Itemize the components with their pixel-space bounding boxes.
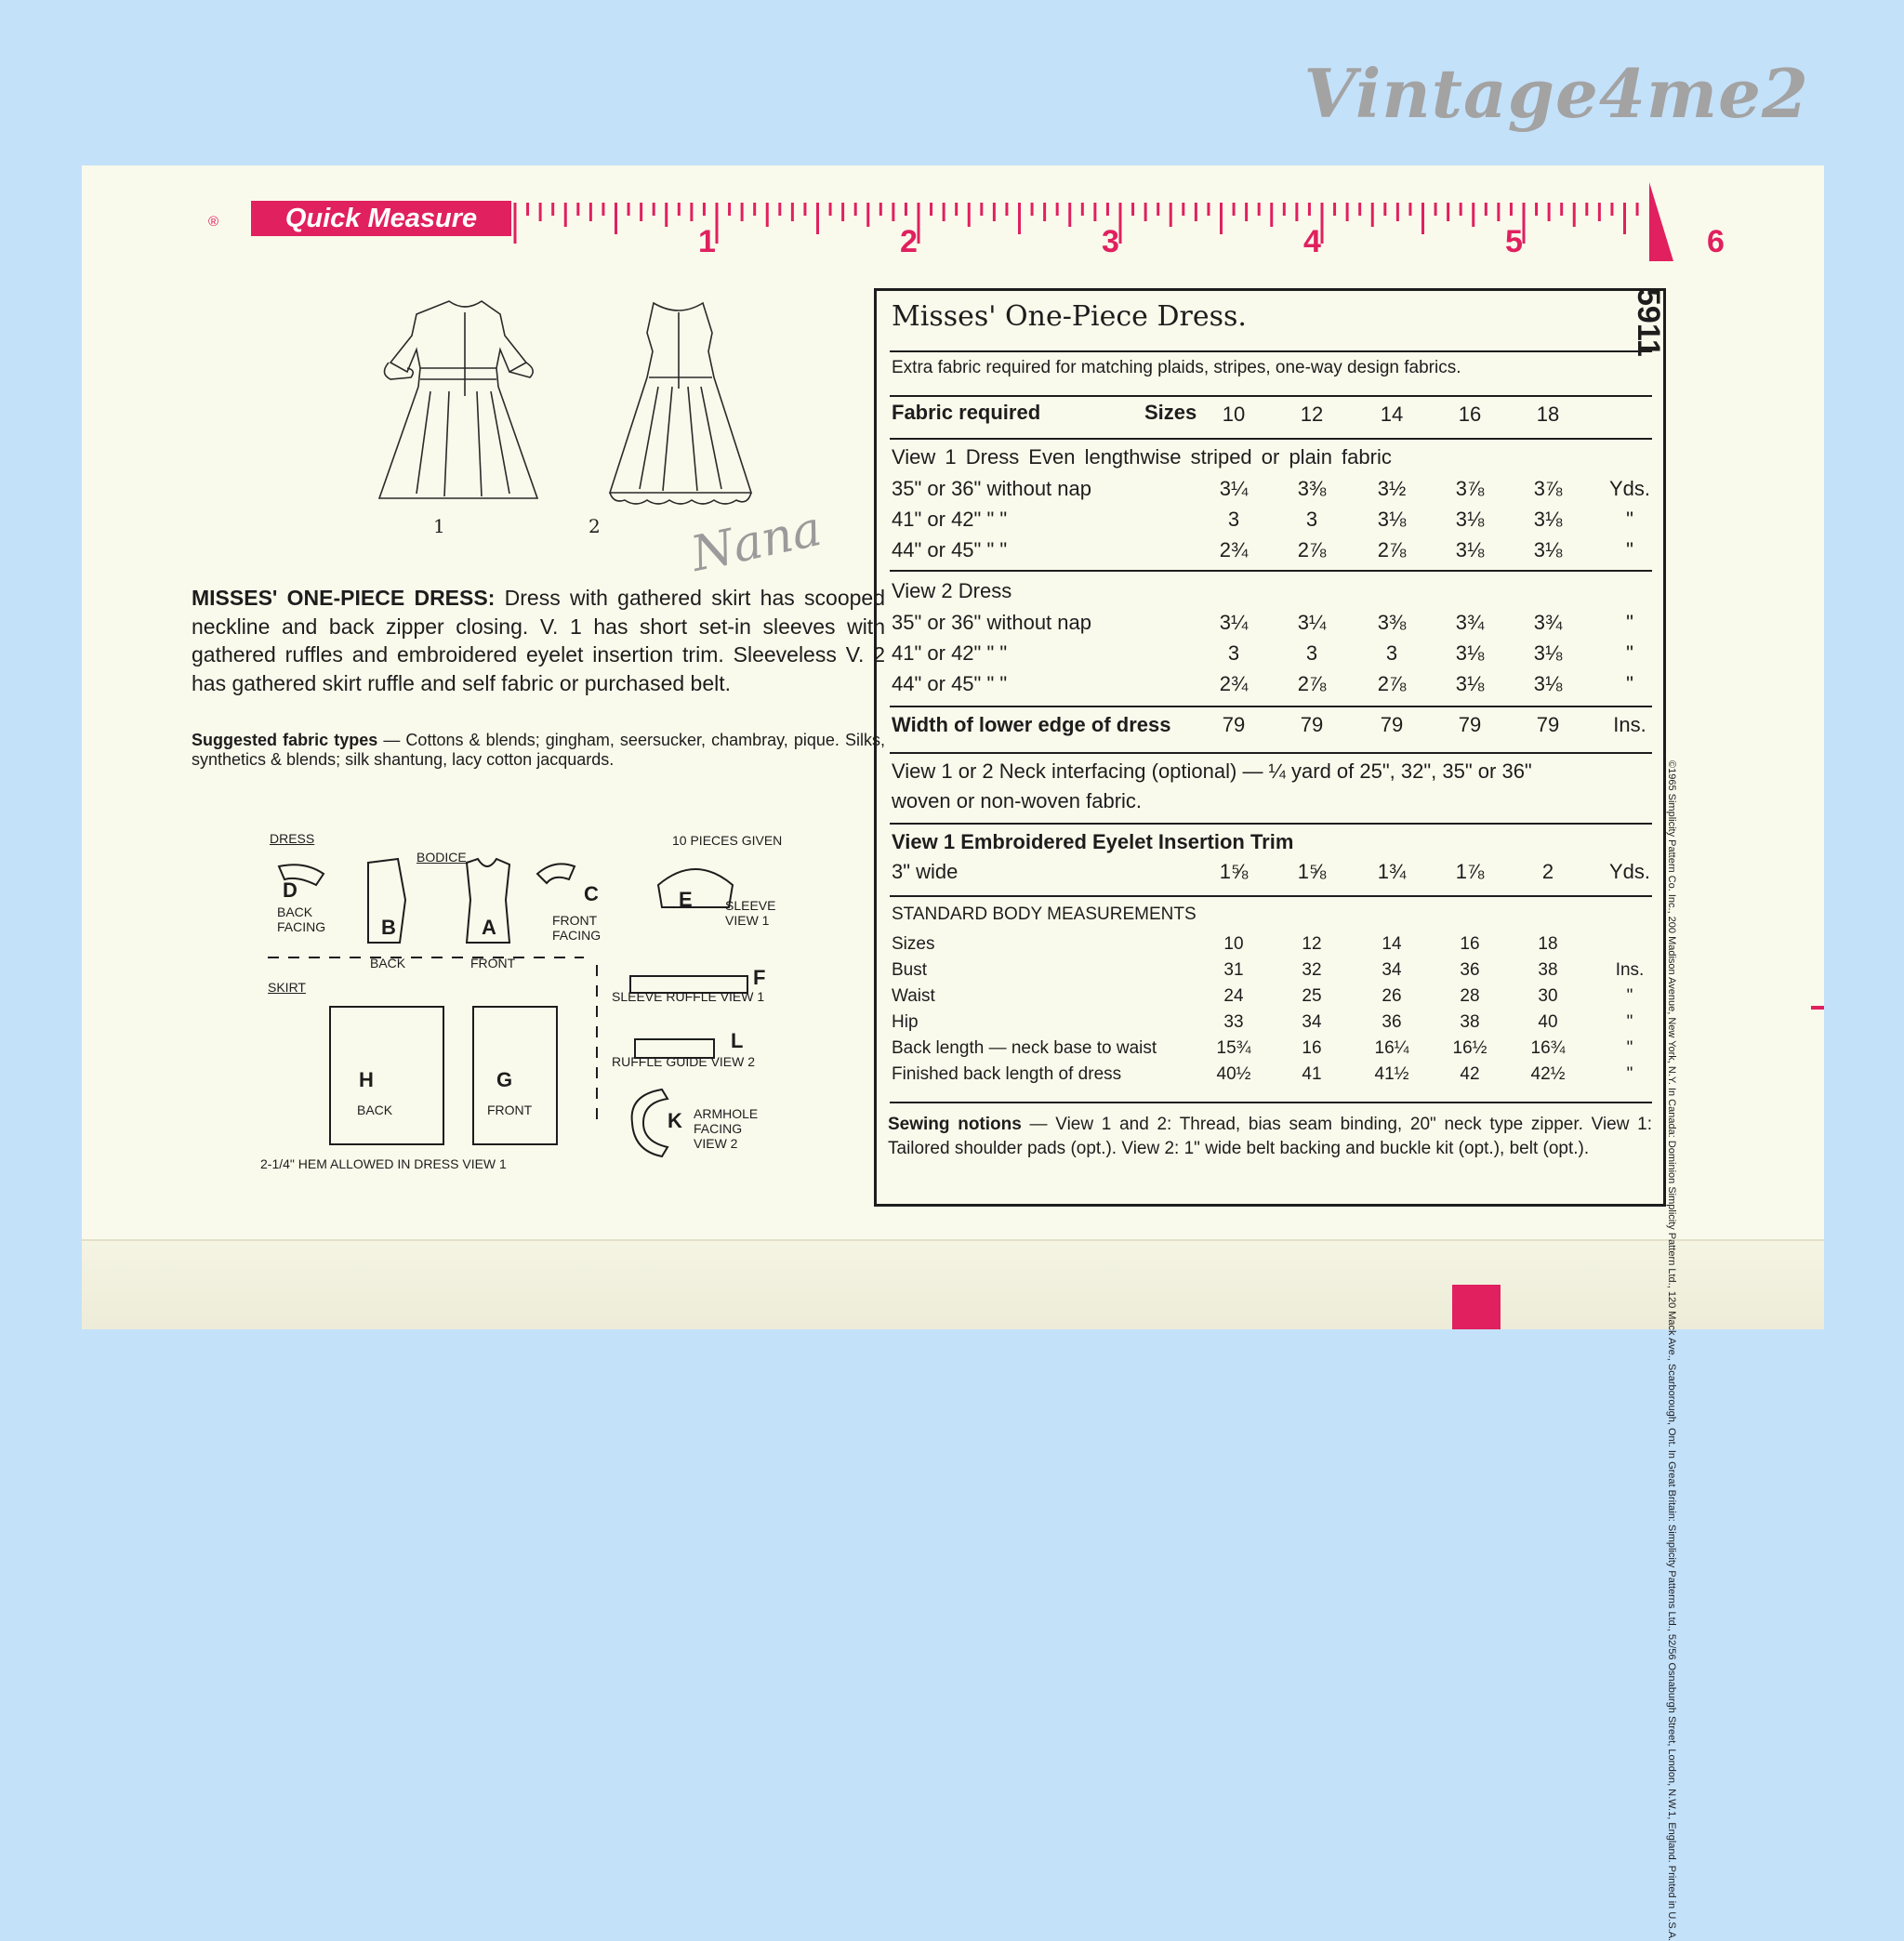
piece-b-letter: B: [381, 916, 396, 939]
piece-c-label: FRONT FACING: [552, 913, 602, 943]
description-heading: MISSES' ONE-PIECE DRESS:: [192, 586, 496, 610]
measurement-row-value: 40: [1538, 1012, 1558, 1032]
measurement-row-label: Sizes: [892, 934, 935, 954]
skirt-label: SKIRT: [268, 980, 306, 995]
piece-d-label: BACK FACING: [277, 904, 326, 934]
rule: [890, 706, 1652, 707]
view1-row-value: 2¾: [1219, 538, 1249, 561]
piece-e-letter: E: [679, 888, 693, 911]
view2-row-unit: ": [1626, 641, 1633, 665]
bodice-label: BODICE: [416, 850, 467, 865]
piece-d-letter: D: [283, 878, 298, 902]
measurement-row-value: 34: [1382, 960, 1402, 980]
size-value: 18: [1536, 403, 1560, 426]
view1-row-unit: ": [1626, 538, 1633, 561]
piece-h: [329, 1006, 444, 1145]
fabric-required-label: Fabric required: [892, 401, 1041, 424]
measurement-row-label: Hip: [892, 1012, 919, 1032]
neck-interfacing-line2: woven or non-woven fabric.: [892, 789, 1143, 812]
ruler-number: 5: [1505, 224, 1523, 259]
sewing-notions-heading: Sewing notions: [888, 1115, 1022, 1134]
rule: [890, 570, 1652, 572]
envelope-flap: [82, 1239, 1824, 1329]
side-mark: [1811, 1006, 1824, 1010]
sewing-notions-text: — View 1 and 2: Thread, bias seam binding, 20" neck type zipper. View 1: Tailored shoulder pads (opt.). View 2: 1" wide belt backing and buckle kit (opt.), belt (opt.).: [888, 1115, 1653, 1158]
width-value: 79: [1458, 713, 1482, 736]
trim-heading: View 1 Embroidered Eyelet Insertion Trim: [892, 830, 1294, 853]
pattern-envelope: [82, 165, 1824, 1941]
view1-row-value: 3⅞: [1533, 477, 1563, 500]
view2-row-label: 41" or 42" " ": [892, 641, 1008, 665]
measurement-row-value: 30: [1538, 986, 1558, 1006]
measurement-row-value: 40½: [1216, 1064, 1251, 1084]
fabric-table-box: [874, 288, 1666, 1207]
rule: [890, 895, 1652, 897]
trim-unit: Yds.: [1608, 860, 1651, 883]
size-value: 16: [1458, 403, 1482, 426]
width-label: Width of lower edge of dress: [892, 713, 1171, 736]
piece-g-letter: G: [496, 1068, 513, 1091]
view1-row-value: 3: [1305, 508, 1318, 531]
view1-row-value: 3⅛: [1533, 508, 1563, 531]
size-value: 12: [1300, 403, 1324, 426]
piece-k-label: ARMHOLE FACING VIEW 2: [694, 1106, 759, 1151]
quick-measure-badge: Quick Measure: [251, 201, 511, 236]
piece-e-label: SLEEVE VIEW 1: [725, 898, 776, 928]
measurement-row-value: 41½: [1374, 1064, 1409, 1084]
sewing-notions: [888, 1113, 1652, 1161]
description: [192, 584, 885, 697]
width-value: 79: [1380, 713, 1404, 736]
piece-k-letter: K: [668, 1109, 682, 1132]
standard-measurements-heading: STANDARD BODY MEASUREMENTS: [892, 904, 1197, 924]
rule: [890, 823, 1652, 825]
measurement-row-value: 42½: [1530, 1064, 1566, 1084]
piece-l-label: RUFFLE GUIDE VIEW 2: [612, 1054, 756, 1069]
size-value: 10: [1222, 403, 1246, 426]
view1-row-value: 3⅞: [1455, 477, 1485, 500]
fabric-types: [192, 731, 885, 770]
view2-row-value: 3⅛: [1455, 641, 1485, 665]
view1-row-unit: ": [1626, 508, 1633, 531]
view1-row-value: 3⅛: [1455, 538, 1485, 561]
piece-l-letter: L: [731, 1029, 744, 1052]
trim-value: 1⅝: [1297, 860, 1327, 883]
measurement-row-value: 34: [1302, 1012, 1322, 1032]
view2-row-value: 2⅞: [1297, 672, 1327, 695]
pink-tab: [1452, 1285, 1501, 1329]
dress-label: DRESS: [270, 831, 315, 846]
view2-row-value: 3¼: [1219, 611, 1249, 634]
measurement-row-value: 16: [1460, 934, 1480, 954]
hem-note: 2-1/4" HEM ALLOWED IN DRESS VIEW 1: [260, 1156, 507, 1171]
measurement-row-unit: ": [1626, 1012, 1633, 1032]
view2-row-value: 3: [1385, 641, 1398, 665]
trim-value: 1⅞: [1455, 860, 1485, 883]
measuring-ruler: [82, 165, 1824, 268]
view1-row-value: 3: [1227, 508, 1240, 531]
ruler-number: 2: [900, 224, 918, 259]
piece-g-label: FRONT: [487, 1103, 533, 1117]
view2-row-value: 3¼: [1297, 611, 1327, 634]
view1-row-value: 3⅛: [1533, 538, 1563, 561]
measurement-row-value: 31: [1223, 960, 1244, 980]
measurement-row-value: 41: [1302, 1064, 1322, 1084]
piece-f-label: SLEEVE RUFFLE VIEW 1: [612, 989, 765, 1004]
measurement-row-value: 36: [1460, 960, 1480, 980]
view1-row-value: 3⅜: [1297, 477, 1327, 500]
measurement-row-unit: ": [1626, 1064, 1633, 1084]
view2-row-unit: ": [1626, 672, 1633, 695]
piece-a-label: FRONT: [470, 956, 516, 970]
view1-row-value: 3¼: [1219, 477, 1249, 500]
measurement-row-value: 25: [1302, 986, 1322, 1006]
measurement-row-value: 38: [1538, 960, 1558, 980]
measurement-row-unit: Ins.: [1615, 960, 1645, 980]
view-2-label: 2: [588, 515, 601, 537]
view1-row-value: 2⅞: [1377, 538, 1407, 561]
view1-row-label: 44" or 45" " ": [892, 538, 1008, 561]
width-value: 79: [1536, 713, 1560, 736]
view2-row-value: 3⅛: [1455, 672, 1485, 695]
view1-row-label: 41" or 42" " ": [892, 508, 1008, 531]
measurement-row-value: 10: [1223, 934, 1244, 954]
view2-row-value: 3⅛: [1533, 672, 1563, 695]
view2-row-label: 44" or 45" " ": [892, 672, 1008, 695]
view2-row-value: 3: [1305, 641, 1318, 665]
measurement-row-label: Finished back length of dress: [892, 1064, 1122, 1084]
trim-value: 1¾: [1377, 860, 1407, 883]
box-title: Misses' One-Piece Dress.: [892, 300, 1247, 333]
trim-label: 3" wide: [892, 860, 959, 883]
measurement-row-label: Bust: [892, 960, 928, 980]
copyright-text: ©1965 Simplicity Pattern Co. Inc., 200 Madison Avenue, New York, N.Y. In Canada: Dominion Simplicity Pattern Ltd., 120 Mack Ave., Scarborough, Ont. In Great Britain: Simplicity Patterns Ltd., 52/56 Osnaburgh Street, London, N.W.1, England. Printed in U.S.A.: [1666, 760, 1677, 1941]
rule: [890, 438, 1652, 440]
ruler-end-arrow: [1649, 182, 1673, 261]
pattern-number: 5911: [1631, 288, 1666, 357]
view2-row-value: 3¾: [1455, 611, 1485, 634]
view1-row-unit: Yds.: [1608, 477, 1651, 500]
rule: [890, 395, 1652, 397]
width-value: 79: [1222, 713, 1246, 736]
piece-g: [472, 1006, 558, 1145]
watermark-logo: Vintage4me2: [1303, 54, 1809, 133]
view1-row-value: 3½: [1377, 477, 1407, 500]
measurement-row-value: 18: [1538, 934, 1558, 954]
view1-heading: View 1 Dress Even lengthwise striped or plain fabric: [892, 445, 1392, 469]
measurement-row-value: 36: [1382, 1012, 1402, 1032]
measurement-row-label: Waist: [892, 986, 935, 1006]
fabric-types-text: — Cottons & blends; gingham, seersucker, chambray, pique. Silks, synthetics & blends; silk shantung, lacy cotton jacquards.: [192, 731, 885, 769]
rule: [890, 752, 1652, 754]
piece-h-label: BACK: [357, 1103, 393, 1117]
piece-h-letter: H: [359, 1068, 374, 1091]
trim-value: 1⅝: [1219, 860, 1249, 883]
size-value: 14: [1380, 403, 1404, 426]
measurement-row-value: 24: [1223, 986, 1244, 1006]
view-1-label: 1: [433, 515, 445, 537]
measurement-row-value: 16: [1302, 1038, 1322, 1058]
trim-value: 2: [1541, 860, 1554, 883]
view2-row-value: 2¾: [1219, 672, 1249, 695]
ruler-number: 4: [1303, 224, 1321, 259]
view1-row-value: 3⅛: [1455, 508, 1485, 531]
measurement-row-label: Back length — neck base to waist: [892, 1038, 1157, 1058]
piece-a-letter: A: [482, 916, 496, 939]
measurement-row-value: 32: [1302, 960, 1322, 980]
measurement-row-value: 14: [1382, 934, 1402, 954]
measurement-row-value: 16¼: [1374, 1038, 1409, 1058]
ruler-number: 3: [1102, 224, 1119, 259]
dress-sketches: [361, 284, 760, 508]
measurement-row-value: 33: [1223, 1012, 1244, 1032]
pieces-given: 10 PIECES GIVEN: [672, 833, 783, 848]
view2-row-value: 3⅜: [1377, 611, 1407, 634]
width-value: 79: [1300, 713, 1324, 736]
neck-interfacing-line1: View 1 or 2 Neck interfacing (optional) — ¼ yard of 25", 32", 35" or 36": [892, 759, 1532, 783]
view1-row-value: 2⅞: [1297, 538, 1327, 561]
measurement-row-value: 12: [1302, 934, 1322, 954]
handwritten-note: Nana: [686, 500, 826, 584]
extra-fabric-note: Extra fabric required for matching plaids, stripes, one-way design fabrics.: [892, 358, 1461, 377]
sizes-label: Sizes: [1144, 401, 1197, 424]
measurement-row-value: 16¾: [1530, 1038, 1566, 1058]
measurement-row-value: 15¾: [1216, 1038, 1251, 1058]
piece-c-letter: C: [584, 882, 599, 905]
view1-row-value: 3⅛: [1377, 508, 1407, 531]
rule: [890, 1102, 1652, 1103]
view2-row-label: 35" or 36" without nap: [892, 611, 1091, 634]
view2-row-value: 3¾: [1533, 611, 1563, 634]
view1-row-label: 35" or 36" without nap: [892, 477, 1091, 500]
view2-row-value: 2⅞: [1377, 672, 1407, 695]
rule: [890, 350, 1652, 352]
measurement-row-value: 16½: [1452, 1038, 1488, 1058]
measurement-row-value: 42: [1460, 1064, 1480, 1084]
fabric-types-heading: Suggested fabric types: [192, 731, 378, 749]
view2-row-unit: ": [1626, 611, 1633, 634]
measurement-row-value: 28: [1460, 986, 1480, 1006]
measurement-row-unit: ": [1626, 1038, 1633, 1058]
ruler-number: 1: [698, 224, 716, 259]
piece-f-letter: F: [753, 966, 766, 989]
measurement-row-unit: ": [1626, 986, 1633, 1006]
ruler-number: 6: [1707, 224, 1725, 259]
view2-heading: View 2 Dress: [892, 579, 1012, 602]
measurement-row-value: 38: [1460, 1012, 1480, 1032]
view2-row-value: 3⅛: [1533, 641, 1563, 665]
measurement-row-value: 26: [1382, 986, 1402, 1006]
width-unit: Ins.: [1613, 713, 1646, 736]
registered-mark: ®: [208, 214, 219, 230]
piece-b-label: BACK: [370, 956, 406, 970]
description-text: Dress with gathered skirt has scooped neckline and back zipper closing. V. 1 has short set-in sleeves with gathered ruffles and embroidered eyelet insertion trim. Sleeveless V. 2 has gathered skirt ruffle and self fabric or purchased belt.: [192, 586, 885, 695]
view2-row-value: 3: [1227, 641, 1240, 665]
